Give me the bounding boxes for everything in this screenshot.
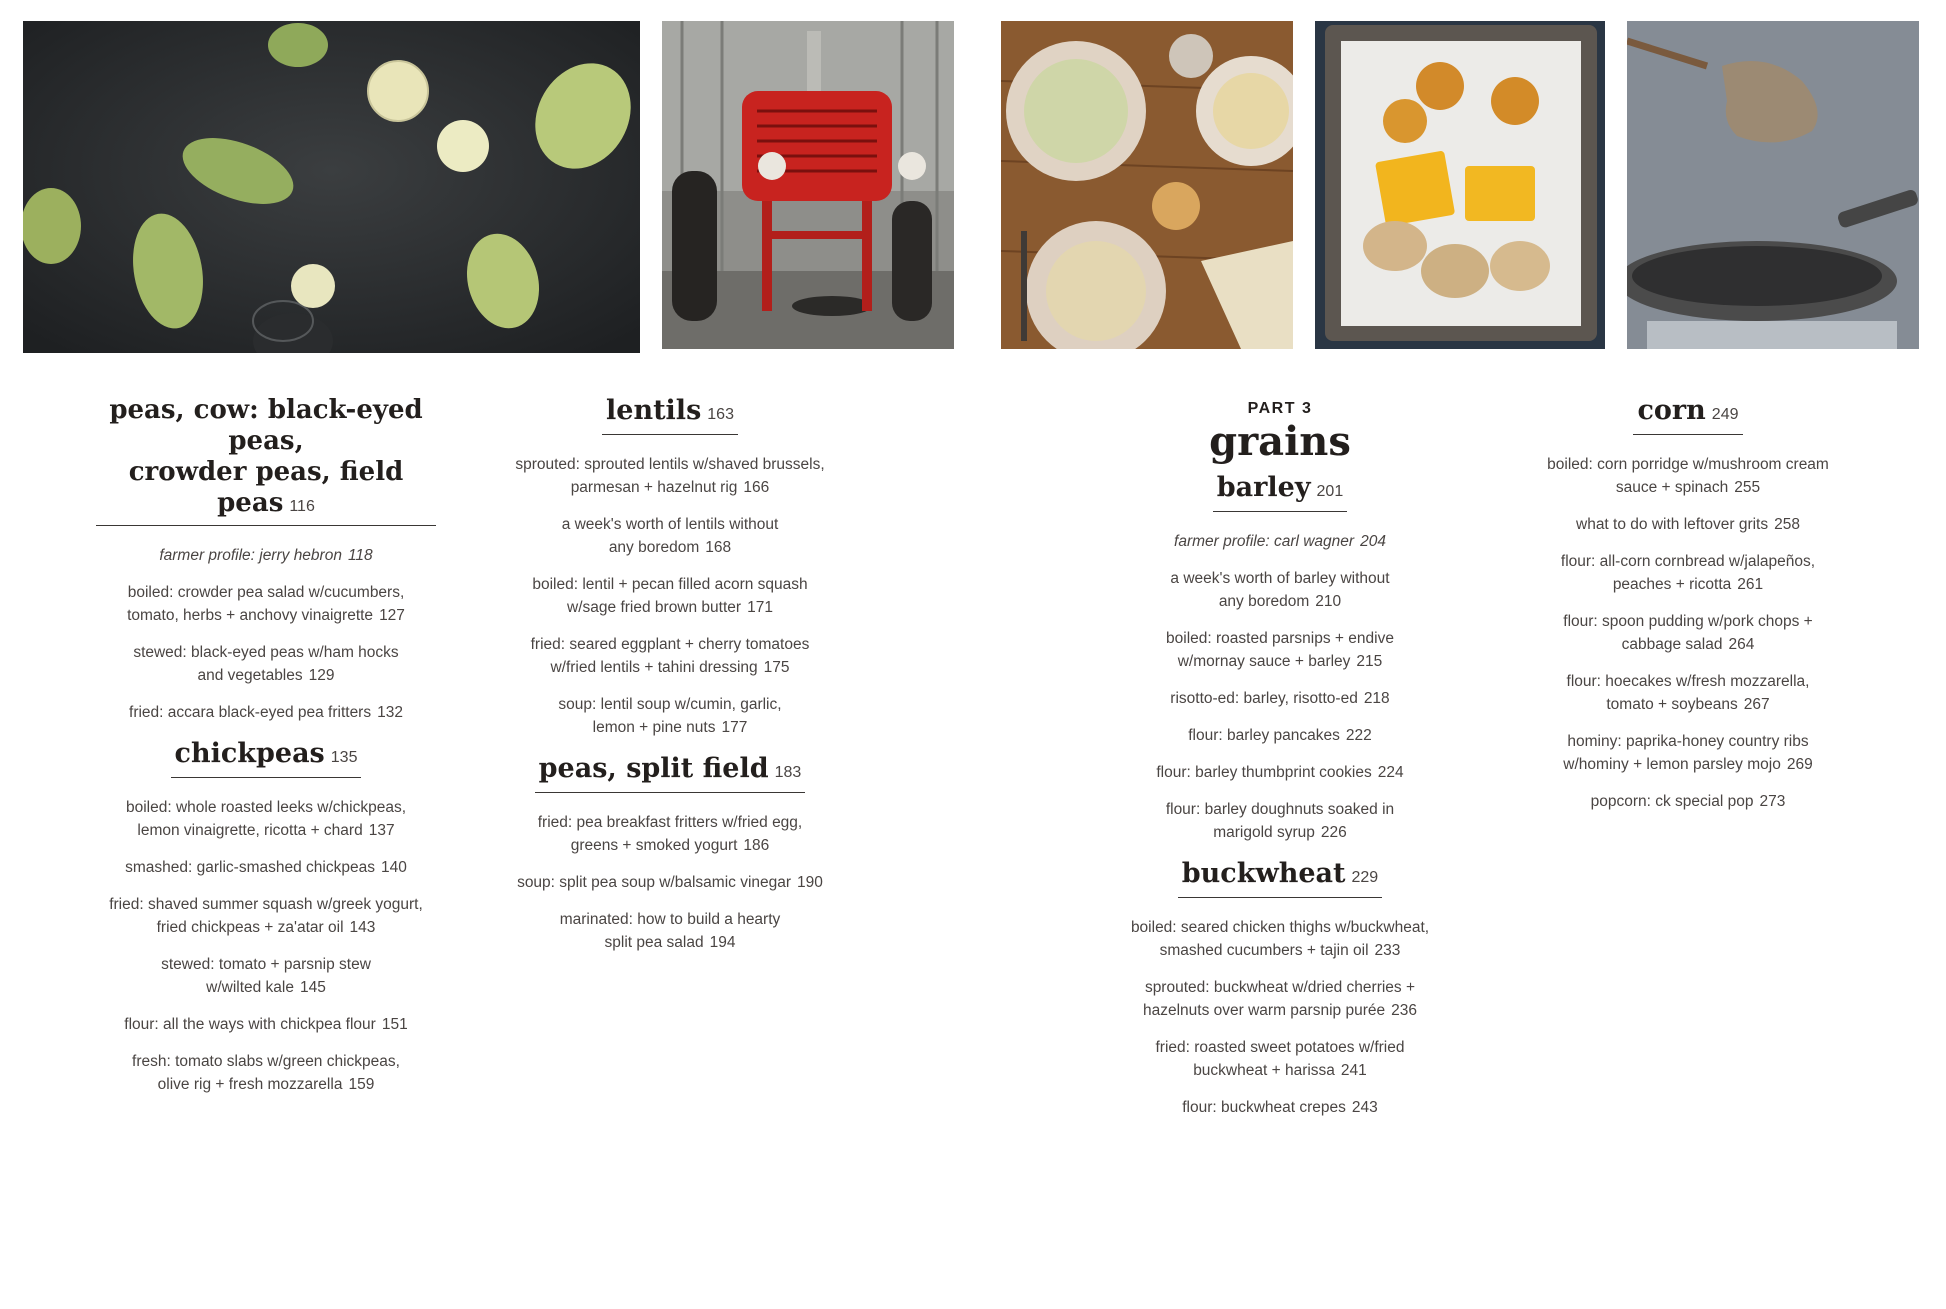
index-entry[interactable] [96,796,436,842]
index-entry[interactable] [500,453,840,499]
entry-text: risotto-ed: barley, risotto-ed [1170,690,1358,707]
index-entry[interactable] [500,908,840,954]
entry-page: 132 [377,704,403,721]
entry-page: 194 [709,934,736,951]
fritters-tray-photo [1315,21,1605,349]
index-entry[interactable] [1518,453,1858,499]
entry-text: what to do with leftover grits [1576,516,1769,533]
section-page-number: 135 [330,749,358,766]
index-entry[interactable] [1105,530,1455,553]
index-entry[interactable] [1105,567,1455,613]
section-heading-lentils [500,395,840,435]
entry-page: 224 [1377,764,1404,781]
index-entry[interactable] [500,573,840,619]
entry-text: fried: seared eggplant + cherry tomatoes w/fried lentils + tahini dressing [530,636,810,676]
entry-text: stewed: black-eyed peas w/ham hocks and vegetables [133,644,399,684]
index-entry[interactable] [500,693,840,739]
table-setting-photo [1001,21,1293,349]
entry-page: 222 [1345,727,1372,744]
index-entry[interactable] [1105,1096,1455,1119]
entry-text: smashed: garlic-smashed chickpeas [125,859,375,876]
entry-page: 243 [1351,1099,1378,1116]
entry-text: boiled: seared chicken thighs w/buckwheat, smashed cucumbers + tajin oil [1130,919,1430,959]
entry-text: a week's worth of lentils without any boredom [561,516,779,556]
entry-text: a week's worth of barley without any boredom [1170,570,1390,610]
section-title: corn [1637,395,1706,426]
entry-page: 258 [1774,516,1800,533]
entry-page: 151 [381,1016,408,1033]
entry-text: sprouted: buckwheat w/dried cherries + hazelnuts over warm parsnip purée [1143,979,1416,1019]
index-entry[interactable] [96,1013,436,1036]
index-entry[interactable] [96,893,436,939]
part-label: PART 3 [1247,400,1313,417]
index-entry[interactable] [96,1050,436,1096]
entry-page: 190 [797,874,823,891]
index-column-peas-cow [96,395,436,1110]
entry-page: 127 [379,607,405,624]
entry-page: 226 [1320,824,1347,841]
index-entry[interactable] [1105,798,1455,844]
entry-text: hominy: paprika-honey country ribs w/hominy + lemon parsley mojo [1563,733,1809,773]
index-entry[interactable] [96,856,436,879]
index-entry[interactable] [500,871,840,894]
index-entry[interactable] [1518,513,1858,536]
entry-page: 215 [1356,653,1383,670]
section-page-number: 116 [289,498,315,515]
index-column-lentils [500,395,840,968]
entry-page: 241 [1340,1062,1367,1079]
index-entry[interactable] [500,513,840,559]
section-page-number: 163 [707,406,734,423]
entry-text: flour: barley doughnuts soaked in marigold syrup [1165,801,1395,841]
entry-text: flour: hoecakes w/fresh mozzarella, tomato + soybeans [1566,673,1810,713]
entry-text: boiled: whole roasted leeks w/chickpeas, lemon vinaigrette, ricotta + chard [125,799,406,839]
part-title: grains [1209,418,1351,465]
section-heading-corn [1518,395,1858,435]
entry-page: 218 [1363,690,1390,707]
entry-page: 118 [347,547,373,564]
entry-page: 129 [308,667,335,684]
section-page-number: 183 [774,764,802,781]
entry-text: boiled: corn porridge w/mushroom cream sauce + spinach [1547,456,1829,496]
index-entry[interactable] [1105,761,1455,784]
entry-text: popcorn: ck special pop [1590,793,1754,810]
entry-text: fried: roasted sweet potatoes w/fried buckwheat + harissa [1155,1039,1405,1079]
index-entry[interactable] [1105,627,1455,673]
entry-text: fried: accara black-eyed pea fritters [129,704,372,721]
index-entry[interactable] [1518,550,1858,596]
index-entry[interactable] [96,544,436,567]
entry-page: 175 [763,659,790,676]
entry-page: 159 [348,1076,375,1093]
entry-text: flour: all-corn cornbread w/jalapeños, peaches + ricotta [1560,553,1816,593]
index-entry[interactable] [1105,916,1455,962]
section-heading-barley [1105,472,1455,512]
entry-text: flour: barley thumbprint cookies [1156,764,1372,781]
entry-page: 236 [1391,1002,1417,1019]
entry-text: soup: lentil soup w/cumin, garlic, lemon + pine nuts [558,696,782,736]
entry-page: 168 [705,539,732,556]
index-column-corn [1518,395,1858,827]
entry-text: boiled: roasted parsnips + endive w/mornay sauce + barley [1166,630,1394,670]
entry-page: 255 [1734,479,1761,496]
section-heading-peas-cow [96,395,436,526]
entry-text: boiled: lentil + pecan filled acorn squash w/sage fried brown butter [532,576,808,616]
entry-page: 177 [721,719,748,736]
entry-page: 145 [300,979,326,996]
entry-page: 143 [349,919,376,936]
index-entry[interactable] [1105,724,1455,747]
entry-text: stewed: tomato + parsnip stew w/wilted kale [161,956,371,996]
index-entry[interactable] [1105,1036,1455,1082]
index-entry[interactable] [1518,610,1858,656]
section-title: buckwheat [1181,858,1346,889]
index-entry[interactable] [1105,687,1455,710]
entry-text: farmer profile: carl wagner [1174,533,1355,550]
index-entry[interactable] [96,953,436,999]
section-heading-chickpeas [96,738,436,778]
entry-text: flour: barley pancakes [1188,727,1340,744]
index-entry[interactable] [1518,790,1858,813]
section-title: barley [1216,472,1311,503]
entry-text: flour: all the ways with chickpea flour [124,1016,376,1033]
section-page-number: 229 [1351,869,1379,886]
entry-text: farmer profile: jerry hebron [159,547,342,564]
section-page-number: 201 [1316,483,1344,500]
section-title: lentils [606,395,702,426]
index-column-grains [1105,400,1455,1133]
entry-page: 137 [368,822,395,839]
index-entry[interactable] [96,641,436,687]
entry-page: 264 [1728,636,1755,653]
entry-page: 171 [747,599,773,616]
section-heading-buckwheat [1105,858,1455,898]
entry-text: soup: split pea soup w/balsamic vinegar [517,874,792,891]
section-title-line: peas, cow: black-eyed peas, [109,395,423,456]
entry-text: fried: pea breakfast fritters w/fried egg, greens + smoked yogurt [537,814,803,854]
entry-text: fresh: tomato slabs w/green chickpeas, olive rig + fresh mozzarella [132,1053,400,1093]
entry-page: 210 [1315,593,1342,610]
entry-page: 140 [380,859,407,876]
index-entry[interactable] [1105,976,1455,1022]
index-entry[interactable] [1518,730,1858,776]
entry-text: flour: buckwheat crepes [1182,1099,1346,1116]
entry-text: boiled: crowder pea salad w/cucumbers, tomato, herbs + anchovy vinaigrette [127,584,405,624]
entry-page: 204 [1360,533,1386,550]
entry-text: sprouted: sprouted lentils w/shaved brussels, parmesan + hazelnut rig [515,456,825,496]
index-entry[interactable] [96,581,436,627]
section-title-line: crowder peas, field peas [128,457,404,518]
section-page-number: 249 [1711,406,1739,423]
crepe-pan-photo [1627,21,1919,349]
peas-photo [23,21,640,353]
entry-page: 261 [1737,576,1764,593]
entry-page: 269 [1786,756,1813,773]
entry-text: flour: spoon pudding w/pork chops + cabbage salad [1563,613,1813,653]
index-entry[interactable] [500,633,840,679]
entry-page: 186 [743,837,770,854]
tractor-photo [662,21,954,349]
index-entry[interactable] [1518,670,1858,716]
entry-page: 273 [1759,793,1786,810]
entry-text: fried: shaved summer squash w/greek yogurt, fried chickpeas + za'atar oil [109,896,423,936]
index-entry[interactable] [96,701,436,724]
index-entry[interactable] [500,811,840,857]
entry-page: 166 [743,479,770,496]
section-title: chickpeas [174,738,325,769]
section-heading-peas-split-field [500,753,840,793]
section-title: peas, split field [538,753,769,784]
entry-page: 267 [1743,696,1770,713]
entry-page: 233 [1374,942,1401,959]
entry-text: marinated: how to build a hearty split pea salad [559,911,781,951]
